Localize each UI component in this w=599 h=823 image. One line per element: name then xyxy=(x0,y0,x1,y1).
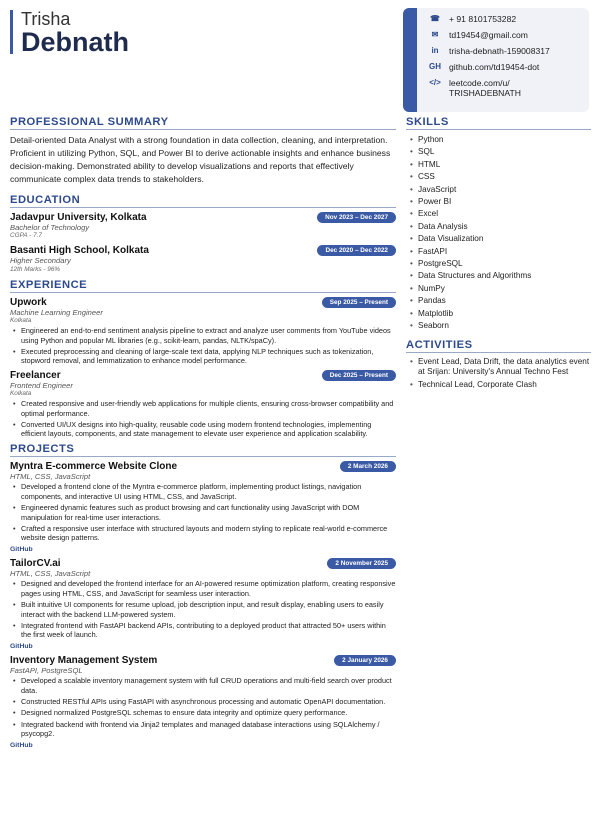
tech-stack: FastAPI, PostgreSQL xyxy=(10,665,83,675)
entry-head xyxy=(10,370,396,381)
summary-text: Detail-oriented Data Analyst with a strong foundation in data collection, cleaning, and interpretation. Proficient in utilizing Python, SQL, and Power BI to derive actionable insights and enhance business decision-making. Demonstrated ability to develop visualizations and reports that effectively communicate complex data trends to stakeholders. xyxy=(10,135,391,184)
education-entry xyxy=(10,212,396,241)
contact-text[interactable]: leetcode.com/u/ TRISHADEBNATH xyxy=(449,78,521,98)
entry-head xyxy=(10,297,396,308)
project-entry xyxy=(10,655,396,750)
email-icon: ✉ xyxy=(431,30,439,39)
bullet: • Constructed RESTful APIs using FastAPI with asynchronous processing and automatic OpenAPI documentation. xyxy=(10,697,396,706)
skill-item: • PostgreSQL xyxy=(406,258,591,270)
projects-heading: PROJECTS xyxy=(10,443,396,457)
bullet-list xyxy=(10,482,396,542)
location: Kolkata xyxy=(10,317,32,325)
skill-item: • Excel xyxy=(406,208,591,220)
contact-row xyxy=(427,46,585,56)
bullet: • Integrated backend with frontend via Jinja2 templates and managed database interactions using SQLAlchemy / psycopg2. xyxy=(10,720,396,739)
experience-list xyxy=(10,297,396,439)
last-name: Debnath xyxy=(21,27,129,57)
main-column xyxy=(10,116,396,754)
contact-row xyxy=(427,14,585,24)
entry-head xyxy=(10,245,396,256)
phone-icon: ☎ xyxy=(430,14,440,23)
company-name: Freelancer xyxy=(10,369,61,381)
skill-item: • Data Analysis xyxy=(406,221,591,233)
github-icon: GH xyxy=(429,62,441,71)
bullet: • Developed a scalable inventory management system with full CRUD operations and multi-field search over product data. xyxy=(10,676,396,695)
contact-row xyxy=(427,62,585,72)
bullet-list xyxy=(10,579,396,639)
skill-item: • SQL xyxy=(406,146,591,158)
skill-item: • Data Structures and Algorithms xyxy=(406,270,591,282)
skill-item: • Power BI xyxy=(406,196,591,208)
linkedin-icon: in xyxy=(431,46,439,55)
skill-item: • Matplotlib xyxy=(406,308,591,320)
tech-stack: HTML, CSS, JavaScript xyxy=(10,471,91,481)
project-entry xyxy=(10,558,396,651)
bullet: • Executed preprocessing and cleaning of large-scale text data, applying NLP techniques such as tokenization, stopword removal, and lemmatization to enhance model performance. xyxy=(10,347,396,366)
date-badge: Dec 2020 – Dec 2022 xyxy=(317,245,396,256)
contact-text[interactable]: github.com/td19454-dot xyxy=(449,62,540,72)
skill-item: • Seaborn xyxy=(406,320,591,332)
project-name: Inventory Management System xyxy=(10,654,158,666)
contact-text[interactable]: td19454@gmail.com xyxy=(449,30,528,40)
score: CGPA - 7.7 xyxy=(10,232,42,240)
date-badge: Sep 2025 – Present xyxy=(322,297,396,308)
role: Frontend Engineer xyxy=(10,380,73,390)
skill-item: • FastAPI xyxy=(406,246,591,258)
bullet: • Built intuitive UI components for resume upload, job description input, and result display, enabling users to easily interact with the backend LLM-powered system. xyxy=(10,600,396,619)
bullet: • Converted UI/UX designs into high-quality, reusable code using modern frontend technologies, implementing efficient layouts, components, and state management to elevate user experience and application scalability. xyxy=(10,420,396,439)
school-name: Basanti High School, Kolkata xyxy=(10,245,149,257)
date-badge: Dec 2025 – Present xyxy=(322,370,396,381)
entry-head xyxy=(10,558,396,569)
project-name: TailorCV.ai xyxy=(10,557,61,569)
bullet: • Integrated frontend with FastAPI backend APIs, contributing to a deployed product that attracted 50+ users within the first week of launch. xyxy=(10,621,396,640)
project-name: Myntra E-commerce Website Clone xyxy=(10,460,178,472)
bullet-list xyxy=(10,676,396,738)
role: Machine Learning Engineer xyxy=(10,307,103,317)
bullet: • Designed normalized PostgreSQL schemas to ensure data integrity and optimize query performance. xyxy=(10,708,396,717)
experience-entry xyxy=(10,297,396,366)
bullet: • Developed a frontend clone of the Myntra e-commerce platform, implementing product listings, navigation components, and interactive UI using HTML, CSS, and JavaScript. xyxy=(10,482,396,501)
skills-list xyxy=(406,134,591,333)
project-entry xyxy=(10,461,396,554)
education-entry xyxy=(10,245,396,274)
education-heading: EDUCATION xyxy=(10,194,396,208)
summary-heading: PROFESSIONAL SUMMARY xyxy=(10,116,396,130)
bullet-list xyxy=(10,399,396,439)
code-icon: </> xyxy=(429,78,441,87)
skill-item: • NumPy xyxy=(406,283,591,295)
first-name: Trisha xyxy=(21,9,71,29)
degree: Higher Secondary xyxy=(10,256,71,266)
skill-item: • HTML xyxy=(406,159,591,171)
degree: Bachelor of Technology xyxy=(10,222,90,232)
bullet: • Created responsive and user-friendly web applications for multiple clients, ensuring cross-browser compatibility and optimal performance. xyxy=(10,399,396,418)
score: 12th Marks - 96% xyxy=(10,265,61,273)
bullet: • Engineered an end-to-end sentiment analysis pipeline to extract and analyze user comments from YouTube videos using Python and popular ML libraries (e.g., scikit-learn, pandas, NLTK/spaCy). xyxy=(10,326,396,345)
skill-item: • Pandas xyxy=(406,295,591,307)
contact-row xyxy=(427,78,585,98)
contact-card xyxy=(403,8,589,112)
date-badge: 2 November 2025 xyxy=(327,558,396,569)
skill-item: • Python xyxy=(406,134,591,146)
experience-entry xyxy=(10,370,396,439)
contact-text[interactable]: + 91 8101753282 xyxy=(449,14,517,24)
date-badge: 2 January 2026 xyxy=(334,655,396,666)
activities-heading: ACTIVITIES xyxy=(406,339,591,353)
entry-head xyxy=(10,461,396,472)
entry-head xyxy=(10,212,396,223)
company-name: Upwork xyxy=(10,296,47,308)
contact-text[interactable]: trisha-debnath-159008317 xyxy=(449,46,550,56)
name-block xyxy=(10,9,129,57)
side-column xyxy=(406,116,591,392)
skill-item: • CSS xyxy=(406,171,591,183)
location: Kolkata xyxy=(10,390,32,398)
bullet: • Engineered dynamic features such as product browsing and cart functionality using JavaScript with DOM manipulation for real-time user interactions. xyxy=(10,503,396,522)
projects-list xyxy=(10,461,396,750)
activity-item: • Technical Lead, Corporate Clash xyxy=(406,380,591,391)
github-link[interactable]: GitHub xyxy=(10,545,33,553)
skills-heading: SKILLS xyxy=(406,116,591,130)
bullet: • Crafted a responsive user interface with structured layouts and modern styling to replicate real-world e-commerce website design patterns. xyxy=(10,524,396,543)
tech-stack: HTML, CSS, JavaScript xyxy=(10,568,91,578)
skill-item: • JavaScript xyxy=(406,184,591,196)
experience-heading: EXPERIENCE xyxy=(10,279,396,293)
date-badge: Nov 2023 – Dec 2027 xyxy=(317,212,396,223)
entry-head xyxy=(10,655,396,666)
activities-list xyxy=(406,357,591,391)
contact-row xyxy=(427,30,585,40)
github-link[interactable]: GitHub xyxy=(10,741,33,749)
activity-item: • Event Lead, Data Drift, the data analytics event at Srijan: University's Annual Techno Fest xyxy=(406,357,591,378)
education-list xyxy=(10,212,396,274)
skill-item: • Data Visualization xyxy=(406,233,591,245)
bullet-list xyxy=(10,326,396,366)
bullet: • Designed and developed the frontend interface for an AI-powered resume optimization platform, creating responsive pages using HTML, CSS, and JavaScript for seamless user interaction. xyxy=(10,579,396,598)
date-badge: 2 March 2026 xyxy=(340,461,396,472)
github-link[interactable]: GitHub xyxy=(10,642,33,650)
school-name: Jadavpur University, Kolkata xyxy=(10,211,147,223)
